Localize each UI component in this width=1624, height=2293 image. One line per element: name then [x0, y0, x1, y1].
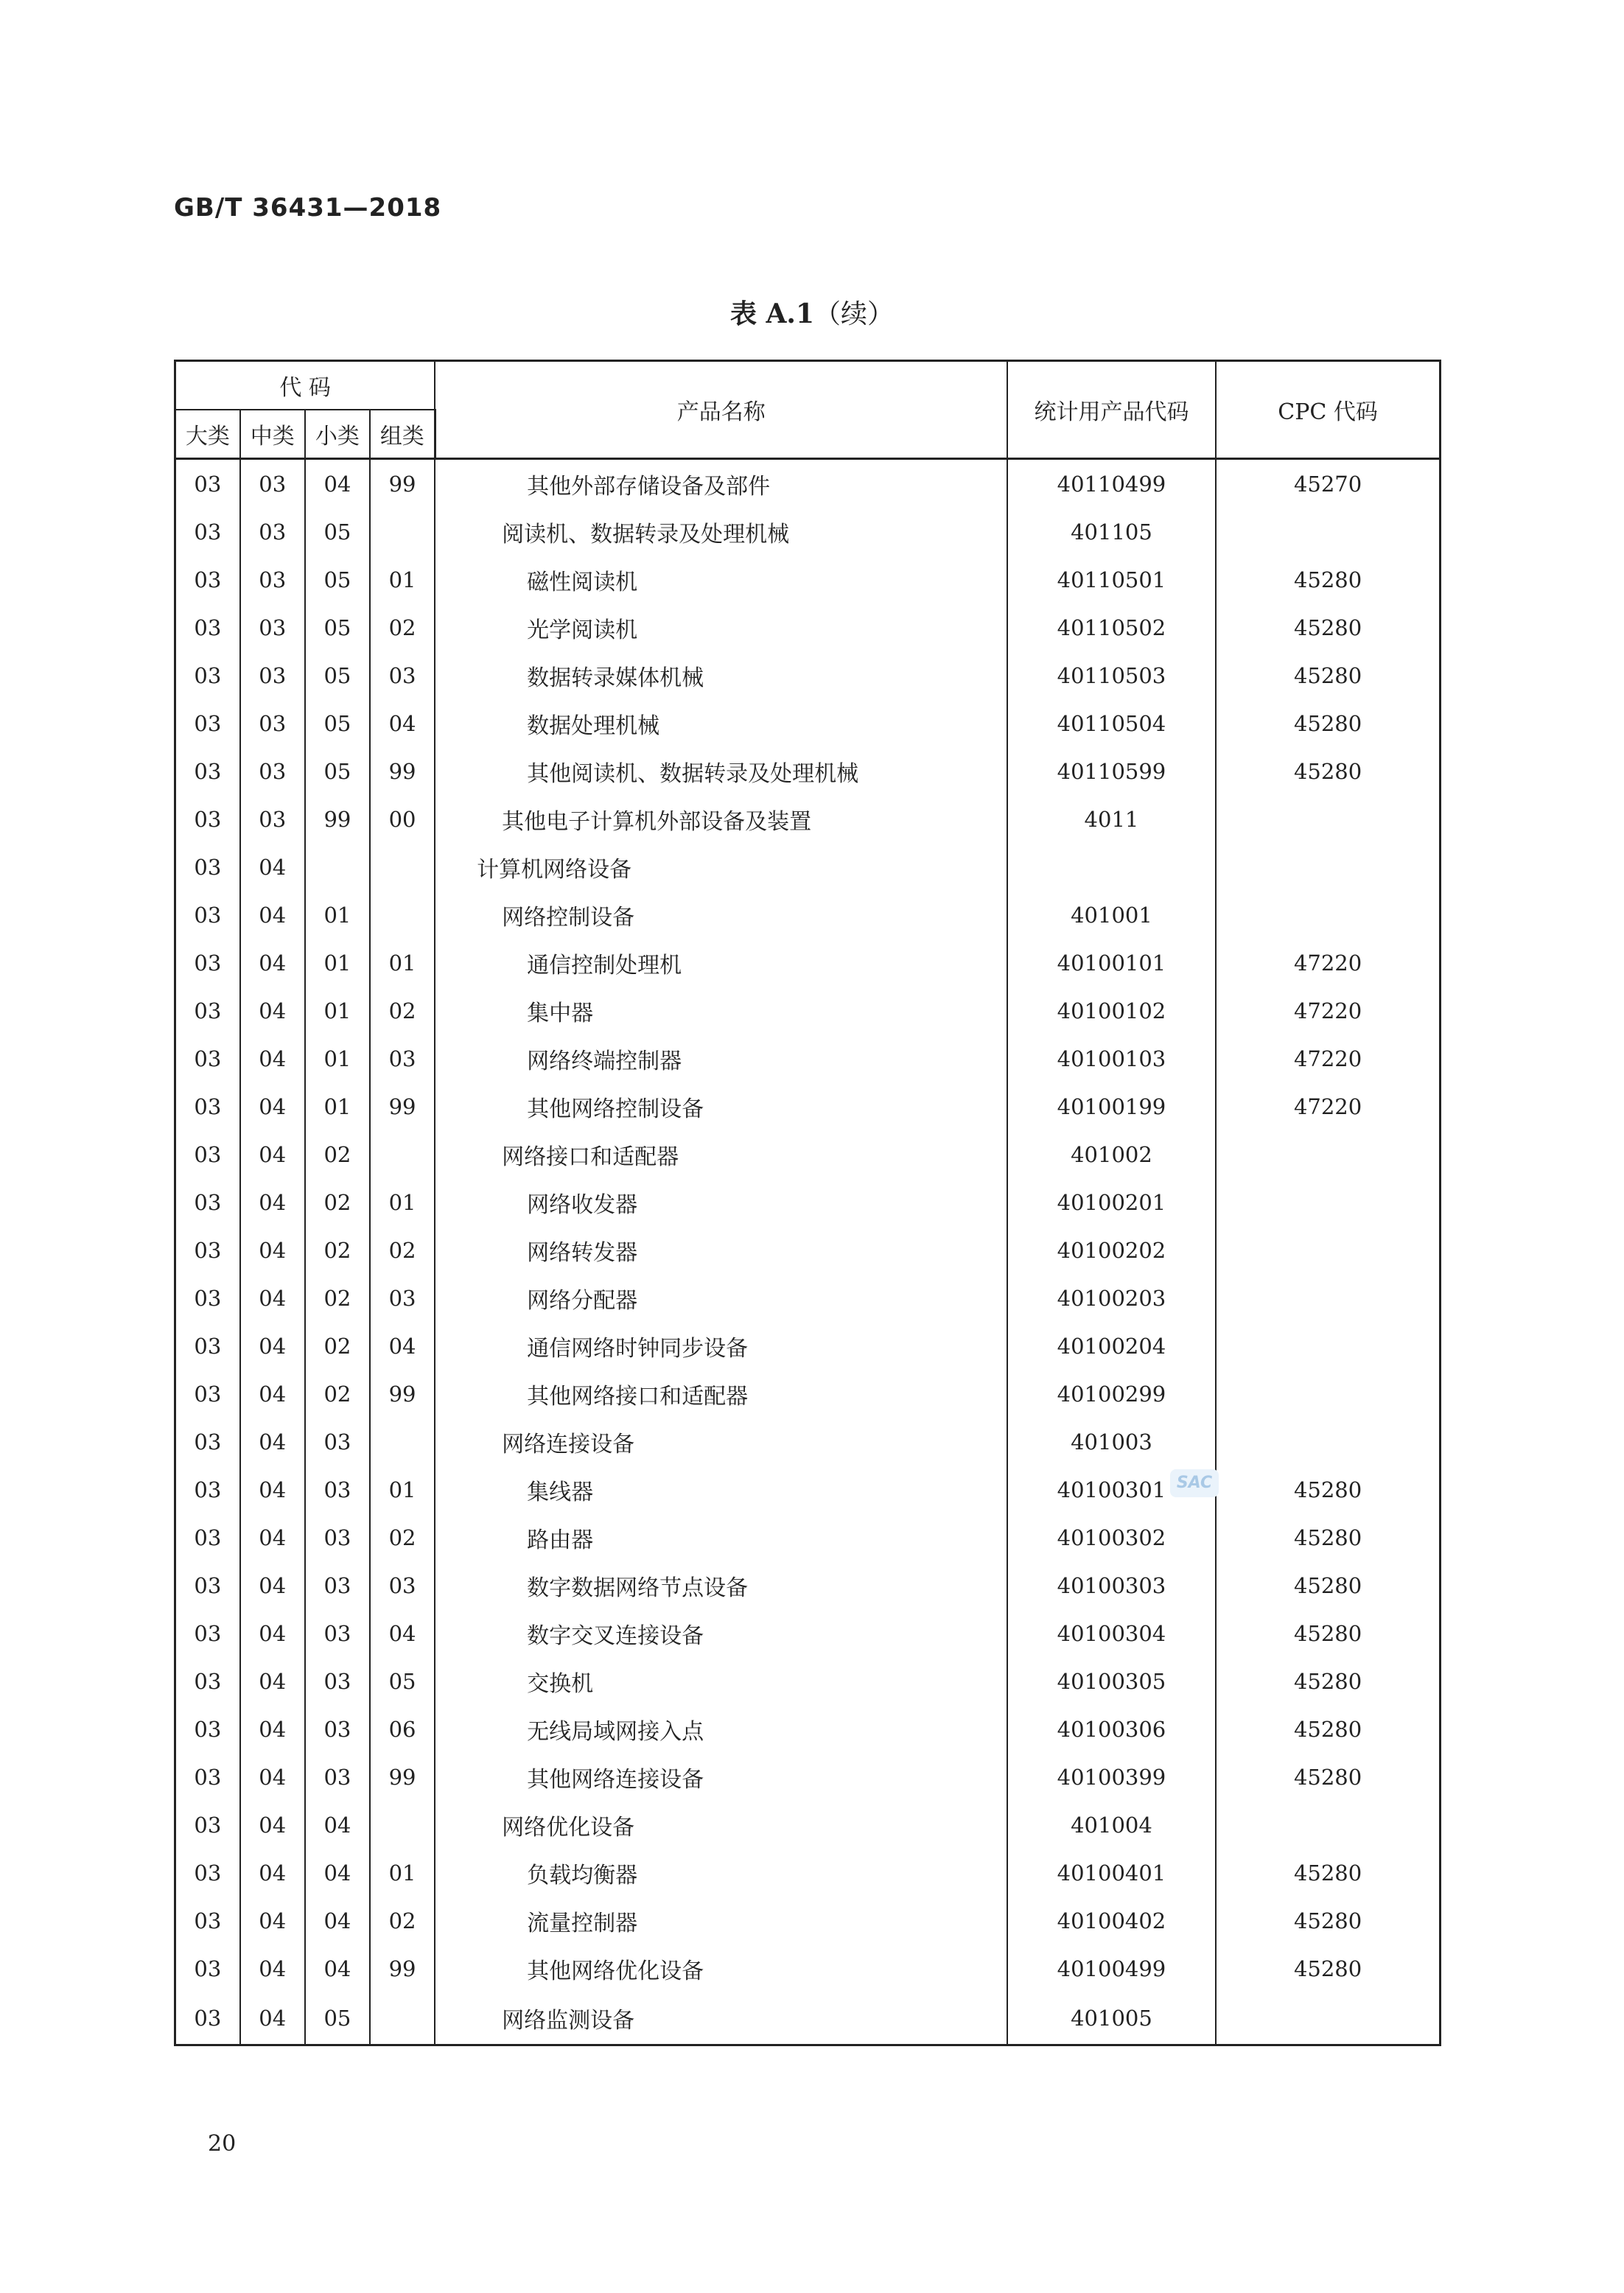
table-row: [175, 1130, 1441, 1178]
cpc-code-cell: 45280: [1216, 651, 1440, 699]
major-class-cell: 03: [175, 556, 240, 603]
minor-class-cell: 01: [305, 1035, 370, 1082]
stat-code-cell: 401004: [1007, 1801, 1216, 1849]
group-class-cell: 01: [370, 1466, 435, 1513]
medium-class-cell: 04: [240, 1609, 305, 1657]
major-class-cell: 03: [175, 1657, 240, 1705]
cpc-code-cell: 45280: [1216, 1513, 1440, 1561]
stat-code-cell: 40100101: [1007, 939, 1216, 987]
stat-code-cell: 40100304: [1007, 1609, 1216, 1657]
table-row: [175, 1609, 1441, 1657]
cpc-code-cell: 45270: [1216, 459, 1440, 508]
cpc-code-cell: [1216, 1178, 1440, 1226]
table-row: [175, 987, 1441, 1035]
major-class-cell: 03: [175, 795, 240, 843]
cpc-code-cell: 45280: [1216, 1897, 1440, 1944]
group-class-cell: [370, 1801, 435, 1849]
table-row: [175, 843, 1441, 891]
medium-class-cell: 04: [240, 1082, 305, 1130]
group-class-cell: 04: [370, 1609, 435, 1657]
table-row: [175, 1082, 1441, 1130]
stat-code-cell: 401003: [1007, 1418, 1216, 1466]
minor-class-cell: 05: [305, 699, 370, 747]
medium-class-cell: 04: [240, 1992, 305, 2045]
major-class-cell: 03: [175, 1897, 240, 1944]
product-name-cell: 其他阅读机、数据转录及处理机械: [435, 747, 1007, 795]
minor-class-cell: 05: [305, 651, 370, 699]
minor-class-cell: 02: [305, 1370, 370, 1418]
table-row: [175, 939, 1441, 987]
major-class-cell: 03: [175, 1082, 240, 1130]
cpc-code-cell: [1216, 795, 1440, 843]
minor-class-cell: 05: [305, 556, 370, 603]
product-name-cell: 负载均衡器: [435, 1849, 1007, 1897]
stat-code-cell: 401001: [1007, 891, 1216, 939]
cpc-code-cell: [1216, 1801, 1440, 1849]
major-class-cell: 03: [175, 1370, 240, 1418]
minor-class-cell: 02: [305, 1226, 370, 1274]
sac-watermark-logo: SAC: [1170, 1469, 1219, 1497]
table-title-continuation: （续）: [814, 299, 895, 329]
stat-code-cell: 40100102: [1007, 987, 1216, 1035]
cpc-code-cell: 45280: [1216, 1849, 1440, 1897]
stat-code-cell: 40100199: [1007, 1082, 1216, 1130]
major-class-cell: 03: [175, 843, 240, 891]
medium-class-cell: 04: [240, 987, 305, 1035]
group-class-cell: 03: [370, 1035, 435, 1082]
product-name-cell: 光学阅读机: [435, 603, 1007, 651]
standard-number: GB/T 36431—2018: [174, 193, 442, 223]
group-class-cell: 04: [370, 1322, 435, 1370]
group-class-cell: 06: [370, 1705, 435, 1753]
minor-class-cell: 01: [305, 891, 370, 939]
cpc-code-cell: 45280: [1216, 747, 1440, 795]
table-row: [175, 1418, 1441, 1466]
minor-class-cell: 03: [305, 1466, 370, 1513]
stat-code-cell: 40100305: [1007, 1657, 1216, 1705]
major-class-cell: 03: [175, 508, 240, 556]
major-class-cell: 03: [175, 1226, 240, 1274]
medium-class-cell: 04: [240, 1466, 305, 1513]
major-class-cell: 03: [175, 1944, 240, 1992]
product-name-cell: 网络分配器: [435, 1274, 1007, 1322]
minor-class-cell: 04: [305, 1944, 370, 1992]
cpc-code-cell: [1216, 508, 1440, 556]
stat-code-cell: 40100399: [1007, 1753, 1216, 1801]
cpc-code-cell: 47220: [1216, 939, 1440, 987]
table-row: [175, 1513, 1441, 1561]
major-class-cell: 03: [175, 651, 240, 699]
cpc-code-cell: 45280: [1216, 556, 1440, 603]
minor-class-cell: 05: [305, 508, 370, 556]
medium-class-cell: 04: [240, 1513, 305, 1561]
stat-code-cell: 4011: [1007, 795, 1216, 843]
medium-class-cell: 04: [240, 1178, 305, 1226]
group-class-cell: 01: [370, 556, 435, 603]
group-class-cell: 00: [370, 795, 435, 843]
group-class-header: 组类: [370, 410, 435, 459]
minor-class-cell: 05: [305, 747, 370, 795]
medium-class-cell: 04: [240, 1801, 305, 1849]
cpc-code-cell: [1216, 1322, 1440, 1370]
minor-class-cell: 04: [305, 1801, 370, 1849]
major-class-cell: 03: [175, 891, 240, 939]
medium-class-cell: 03: [240, 747, 305, 795]
product-name-cell: 网络收发器: [435, 1178, 1007, 1226]
group-class-cell: 99: [370, 1753, 435, 1801]
major-class-cell: 03: [175, 1130, 240, 1178]
stat-code-cell: 40100302: [1007, 1513, 1216, 1561]
product-name-cell: 网络优化设备: [435, 1801, 1007, 1849]
group-class-cell: 02: [370, 603, 435, 651]
group-class-cell: 02: [370, 1513, 435, 1561]
medium-class-cell: 03: [240, 699, 305, 747]
product-name-cell: 交换机: [435, 1657, 1007, 1705]
medium-class-cell: 04: [240, 1035, 305, 1082]
table-row: [175, 651, 1441, 699]
table-row: [175, 1561, 1441, 1609]
minor-class-header: 小类: [305, 410, 370, 459]
medium-class-cell: 03: [240, 603, 305, 651]
table-row: [175, 1849, 1441, 1897]
group-class-cell: [370, 508, 435, 556]
major-class-cell: 03: [175, 987, 240, 1035]
minor-class-cell: 04: [305, 1897, 370, 1944]
group-class-cell: [370, 1992, 435, 2045]
cpc-code-cell: 45280: [1216, 1705, 1440, 1753]
minor-class-cell: 03: [305, 1418, 370, 1466]
table-row: [175, 1657, 1441, 1705]
group-class-cell: 01: [370, 1849, 435, 1897]
cpc-code-cell: 45280: [1216, 1609, 1440, 1657]
table-row: [175, 747, 1441, 795]
cpc-code-header: CPC 代码: [1216, 361, 1440, 459]
medium-class-cell: 04: [240, 1944, 305, 1992]
product-name-cell: 集线器: [435, 1466, 1007, 1513]
stat-code-cell: 40100299: [1007, 1370, 1216, 1418]
cpc-code-cell: 45280: [1216, 1466, 1440, 1513]
stat-code-cell: 40100301: [1007, 1466, 1216, 1513]
major-class-cell: 03: [175, 1753, 240, 1801]
cpc-code-cell: 45280: [1216, 699, 1440, 747]
group-class-cell: 03: [370, 651, 435, 699]
table-row: [175, 699, 1441, 747]
product-name-cell: 网络控制设备: [435, 891, 1007, 939]
medium-class-cell: 04: [240, 843, 305, 891]
product-name-cell: 网络监测设备: [435, 1992, 1007, 2045]
product-name-cell: 计算机网络设备: [435, 843, 1007, 891]
medium-class-cell: 04: [240, 1753, 305, 1801]
table-row: [175, 1274, 1441, 1322]
table-row: [175, 1705, 1441, 1753]
table-row: [175, 1466, 1441, 1513]
stat-code-cell: 40100103: [1007, 1035, 1216, 1082]
product-name-cell: 网络终端控制器: [435, 1035, 1007, 1082]
group-class-cell: 02: [370, 1897, 435, 1944]
minor-class-cell: 05: [305, 1992, 370, 2045]
product-name-cell: 其他网络优化设备: [435, 1944, 1007, 1992]
major-class-cell: 03: [175, 1035, 240, 1082]
product-name-cell: 阅读机、数据转录及处理机械: [435, 508, 1007, 556]
major-class-cell: 03: [175, 1322, 240, 1370]
cpc-code-cell: [1216, 891, 1440, 939]
medium-class-cell: 04: [240, 1849, 305, 1897]
major-class-cell: 03: [175, 1466, 240, 1513]
cpc-code-cell: 45280: [1216, 1657, 1440, 1705]
medium-class-cell: 03: [240, 508, 305, 556]
minor-class-cell: 01: [305, 939, 370, 987]
stat-code-cell: [1007, 843, 1216, 891]
group-class-cell: 02: [370, 987, 435, 1035]
major-class-cell: 03: [175, 1178, 240, 1226]
group-class-cell: 99: [370, 1082, 435, 1130]
major-class-cell: 03: [175, 699, 240, 747]
stat-code-cell: 40100201: [1007, 1178, 1216, 1226]
product-name-cell: 数据处理机械: [435, 699, 1007, 747]
minor-class-cell: 03: [305, 1561, 370, 1609]
major-class-cell: 03: [175, 459, 240, 508]
product-name-cell: 其他外部存储设备及部件: [435, 459, 1007, 508]
minor-class-cell: 02: [305, 1274, 370, 1322]
stat-code-cell: 40100204: [1007, 1322, 1216, 1370]
table-body: [175, 459, 1441, 2045]
group-class-cell: 99: [370, 747, 435, 795]
medium-class-cell: 04: [240, 1561, 305, 1609]
group-class-cell: [370, 843, 435, 891]
major-class-cell: 03: [175, 747, 240, 795]
stat-code-cell: 40100499: [1007, 1944, 1216, 1992]
stat-code-cell: 401105: [1007, 508, 1216, 556]
medium-class-cell: 04: [240, 1274, 305, 1322]
cpc-code-cell: [1216, 1274, 1440, 1322]
product-name-cell: 流量控制器: [435, 1897, 1007, 1944]
product-name-cell: 数据转录媒体机械: [435, 651, 1007, 699]
minor-class-cell: 02: [305, 1322, 370, 1370]
cpc-code-cell: [1216, 1418, 1440, 1466]
minor-class-cell: 04: [305, 1849, 370, 1897]
medium-class-cell: 04: [240, 1705, 305, 1753]
major-class-header: 大类: [175, 410, 240, 459]
stat-code-cell: 40100202: [1007, 1226, 1216, 1274]
minor-class-cell: 01: [305, 987, 370, 1035]
minor-class-cell: 03: [305, 1609, 370, 1657]
product-name-header: 产品名称: [435, 361, 1007, 459]
table-row: [175, 459, 1441, 508]
medium-class-cell: 04: [240, 1897, 305, 1944]
product-name-cell: 其他电子计算机外部设备及装置: [435, 795, 1007, 843]
table-row: [175, 1753, 1441, 1801]
product-name-cell: 无线局域网接入点: [435, 1705, 1007, 1753]
minor-class-cell: 01: [305, 1082, 370, 1130]
cpc-code-cell: [1216, 843, 1440, 891]
table-row: [175, 508, 1441, 556]
product-name-cell: 其他网络连接设备: [435, 1753, 1007, 1801]
minor-class-cell: [305, 843, 370, 891]
stat-code-cell: 40110503: [1007, 651, 1216, 699]
stat-code-cell: 401005: [1007, 1992, 1216, 2045]
table-row: [175, 1944, 1441, 1992]
group-class-cell: [370, 1418, 435, 1466]
stat-code-cell: 40110501: [1007, 556, 1216, 603]
minor-class-cell: 05: [305, 603, 370, 651]
stat-code-cell: 40100402: [1007, 1897, 1216, 1944]
code-group-header: 代 码: [175, 361, 435, 410]
medium-class-cell: 04: [240, 1657, 305, 1705]
group-class-cell: 99: [370, 1370, 435, 1418]
product-name-cell: 磁性阅读机: [435, 556, 1007, 603]
group-class-cell: [370, 891, 435, 939]
product-name-cell: 通信控制处理机: [435, 939, 1007, 987]
table-row: [175, 1370, 1441, 1418]
cpc-code-cell: 45280: [1216, 1561, 1440, 1609]
minor-class-cell: 03: [305, 1657, 370, 1705]
minor-class-cell: 02: [305, 1178, 370, 1226]
cpc-code-cell: [1216, 1370, 1440, 1418]
table-title: [0, 293, 1624, 331]
minor-class-cell: 99: [305, 795, 370, 843]
cpc-code-cell: 47220: [1216, 1035, 1440, 1082]
medium-class-cell: 03: [240, 795, 305, 843]
minor-class-cell: 02: [305, 1130, 370, 1178]
stat-code-cell: 40100306: [1007, 1705, 1216, 1753]
product-name-cell: 网络接口和适配器: [435, 1130, 1007, 1178]
cpc-code-cell: 47220: [1216, 987, 1440, 1035]
medium-class-cell: 03: [240, 556, 305, 603]
stat-code-cell: 40110499: [1007, 459, 1216, 508]
major-class-cell: 03: [175, 1274, 240, 1322]
product-name-cell: 数字交叉连接设备: [435, 1609, 1007, 1657]
group-class-cell: [370, 1130, 435, 1178]
medium-class-cell: 04: [240, 1130, 305, 1178]
table-row: [175, 795, 1441, 843]
table-row: [175, 556, 1441, 603]
product-name-cell: 其他网络接口和适配器: [435, 1370, 1007, 1418]
product-name-cell: 网络转发器: [435, 1226, 1007, 1274]
medium-class-cell: 04: [240, 1418, 305, 1466]
table-row: [175, 1322, 1441, 1370]
stat-code-cell: 40100203: [1007, 1274, 1216, 1322]
group-class-cell: 99: [370, 1944, 435, 1992]
table-row: [175, 891, 1441, 939]
table-row: [175, 1178, 1441, 1226]
product-name-cell: 路由器: [435, 1513, 1007, 1561]
page-number: 20: [208, 2131, 237, 2157]
medium-class-cell: 04: [240, 939, 305, 987]
cpc-code-cell: 47220: [1216, 1082, 1440, 1130]
product-name-cell: 集中器: [435, 987, 1007, 1035]
product-code-table: [174, 360, 1441, 2046]
major-class-cell: 03: [175, 1561, 240, 1609]
major-class-cell: 03: [175, 1418, 240, 1466]
table-row: [175, 1801, 1441, 1849]
medium-class-header: 中类: [240, 410, 305, 459]
group-class-cell: 04: [370, 699, 435, 747]
product-name-cell: 其他网络控制设备: [435, 1082, 1007, 1130]
cpc-code-cell: 45280: [1216, 1753, 1440, 1801]
cpc-code-cell: 45280: [1216, 1944, 1440, 1992]
major-class-cell: 03: [175, 939, 240, 987]
medium-class-cell: 04: [240, 1370, 305, 1418]
minor-class-cell: 03: [305, 1513, 370, 1561]
cpc-code-cell: [1216, 1226, 1440, 1274]
major-class-cell: 03: [175, 1609, 240, 1657]
group-class-cell: 05: [370, 1657, 435, 1705]
minor-class-cell: 03: [305, 1705, 370, 1753]
major-class-cell: 03: [175, 603, 240, 651]
major-class-cell: 03: [175, 1992, 240, 2045]
table-row: [175, 1897, 1441, 1944]
major-class-cell: 03: [175, 1801, 240, 1849]
stat-code-cell: 40110504: [1007, 699, 1216, 747]
cpc-code-cell: 45280: [1216, 603, 1440, 651]
medium-class-cell: 03: [240, 459, 305, 508]
stat-code-cell: 40110599: [1007, 747, 1216, 795]
table-row: [175, 1992, 1441, 2045]
major-class-cell: 03: [175, 1849, 240, 1897]
product-name-cell: 网络连接设备: [435, 1418, 1007, 1466]
medium-class-cell: 04: [240, 1226, 305, 1274]
product-name-cell: 数字数据网络节点设备: [435, 1561, 1007, 1609]
group-class-cell: 02: [370, 1226, 435, 1274]
medium-class-cell: 04: [240, 1322, 305, 1370]
stat-code-header: 统计用产品代码: [1007, 361, 1216, 459]
medium-class-cell: 04: [240, 891, 305, 939]
cpc-code-cell: [1216, 1130, 1440, 1178]
minor-class-cell: 04: [305, 459, 370, 508]
major-class-cell: 03: [175, 1705, 240, 1753]
stat-code-cell: 401002: [1007, 1130, 1216, 1178]
table-row: [175, 1226, 1441, 1274]
group-class-cell: 01: [370, 939, 435, 987]
group-class-cell: 03: [370, 1274, 435, 1322]
group-class-cell: 01: [370, 1178, 435, 1226]
group-class-cell: 03: [370, 1561, 435, 1609]
stat-code-cell: 40100303: [1007, 1561, 1216, 1609]
table-row: [175, 1035, 1441, 1082]
major-class-cell: 03: [175, 1513, 240, 1561]
medium-class-cell: 03: [240, 651, 305, 699]
stat-code-cell: 40110502: [1007, 603, 1216, 651]
table-row: [175, 603, 1441, 651]
group-class-cell: 99: [370, 459, 435, 508]
table-title-label: 表 A.1: [729, 298, 815, 329]
stat-code-cell: 40100401: [1007, 1849, 1216, 1897]
cpc-code-cell: [1216, 1992, 1440, 2045]
minor-class-cell: 03: [305, 1753, 370, 1801]
product-name-cell: 通信网络时钟同步设备: [435, 1322, 1007, 1370]
